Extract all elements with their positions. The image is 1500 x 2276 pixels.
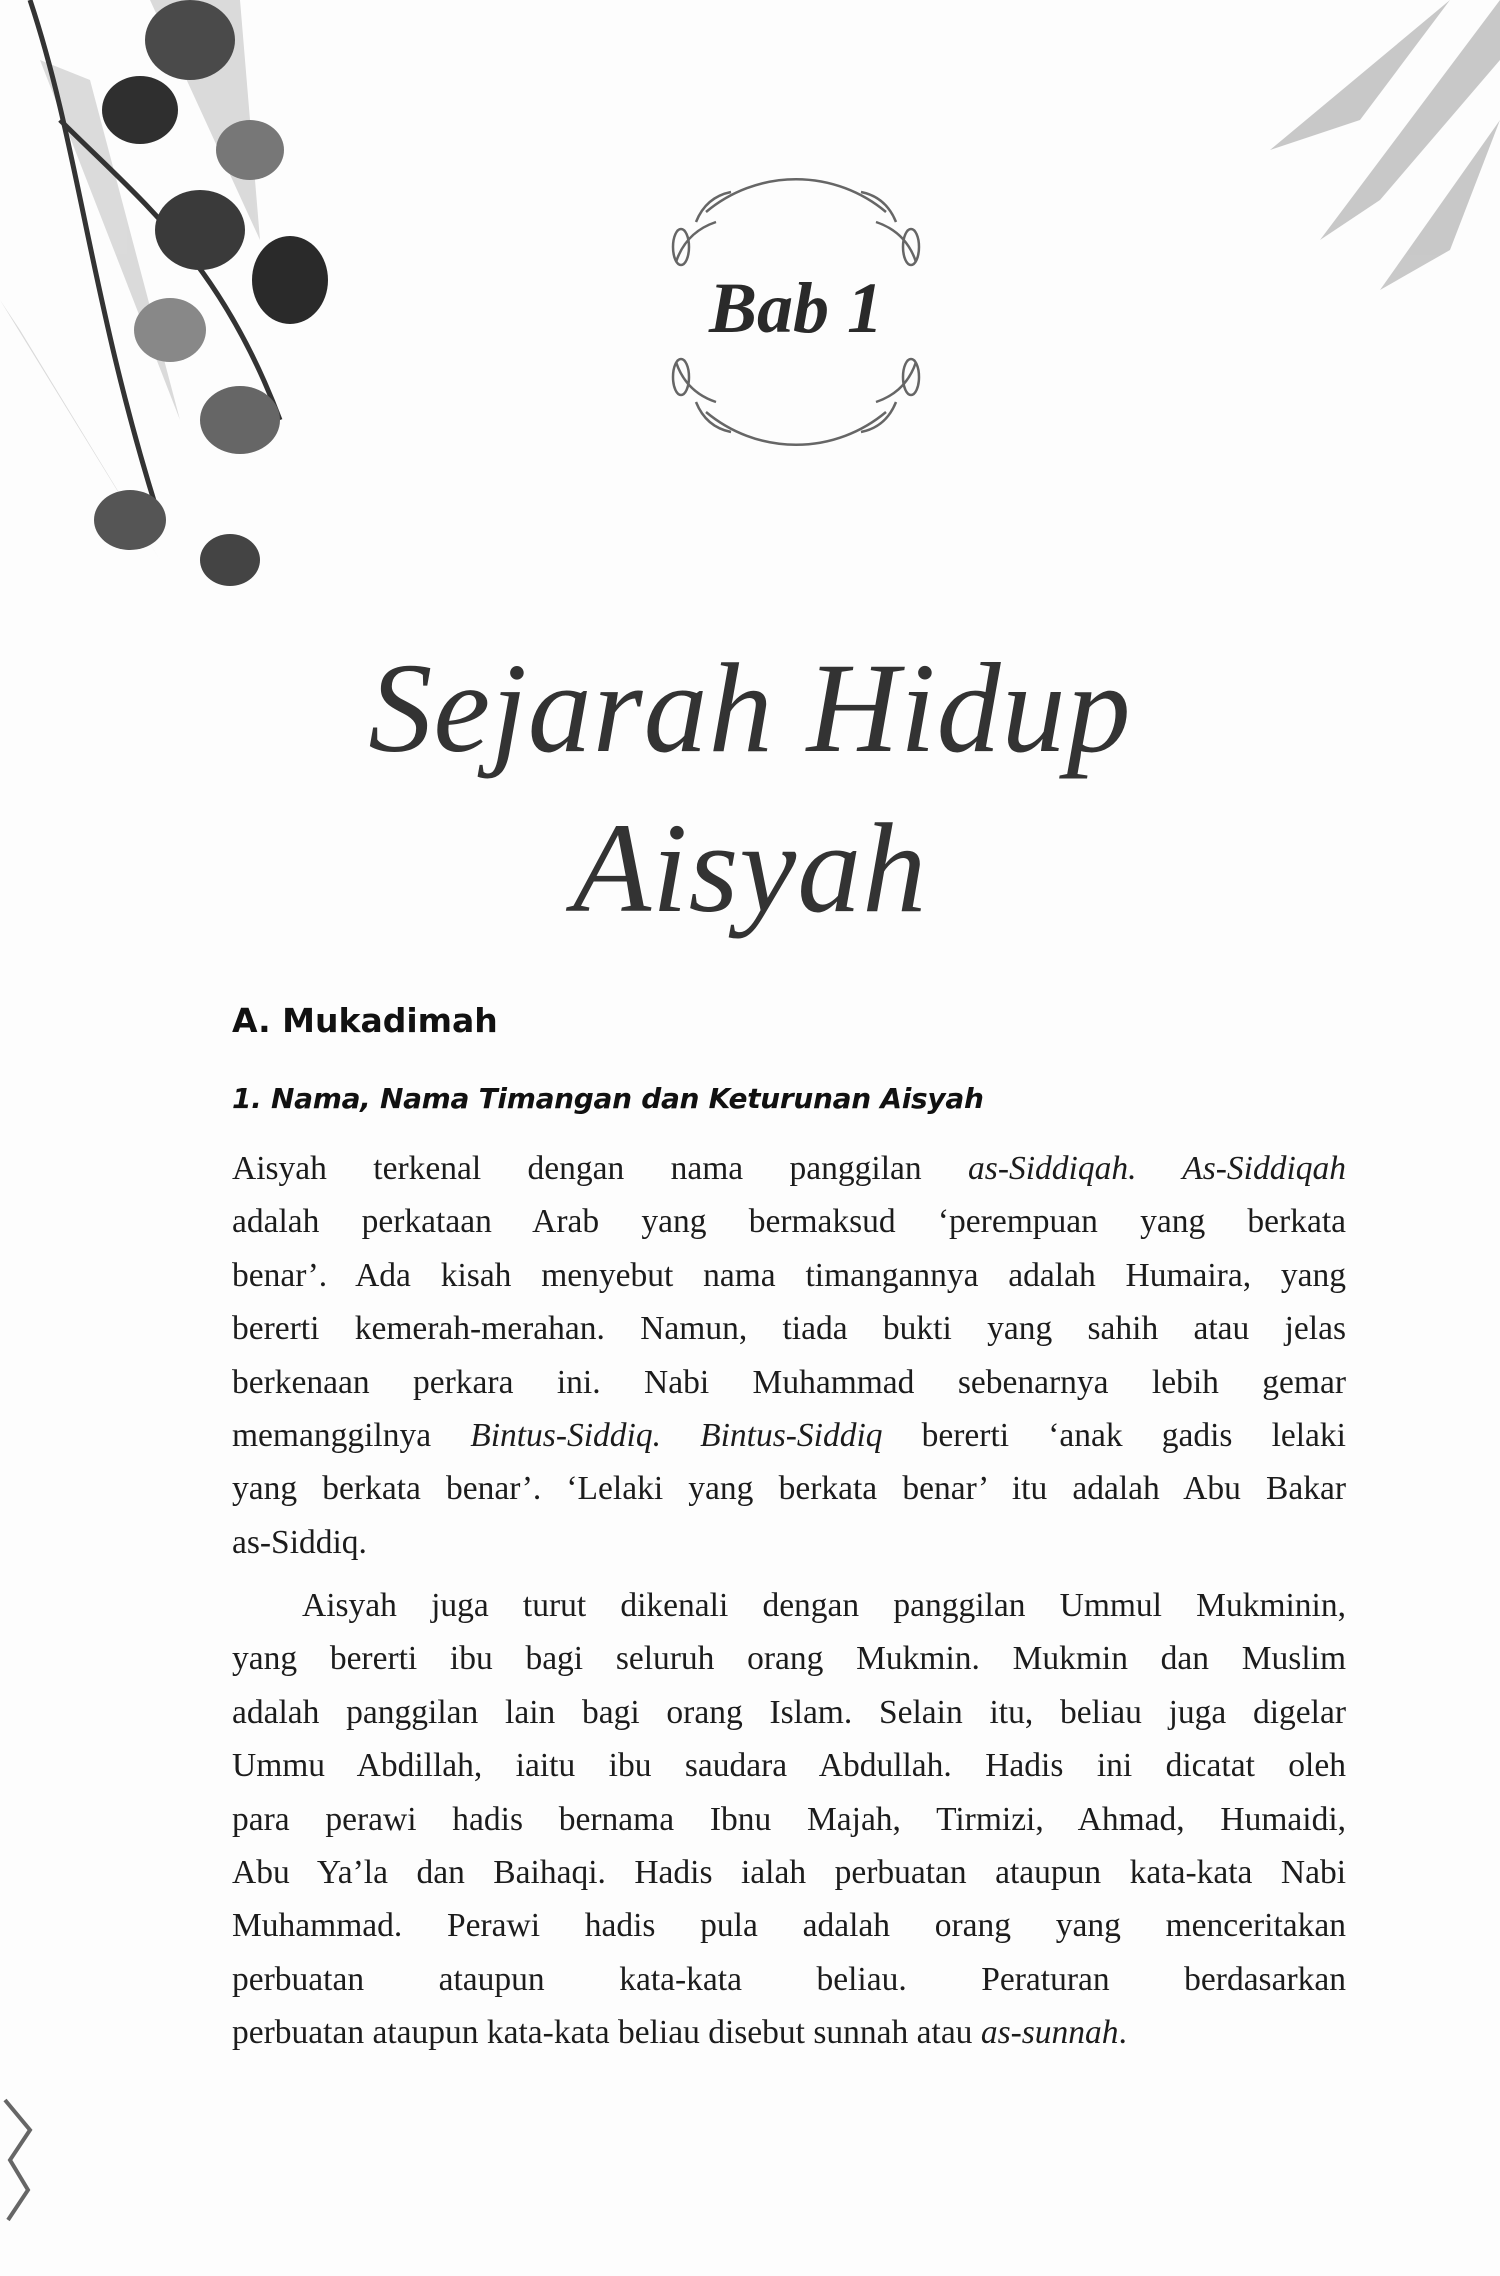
body-paragraph xyxy=(232,1579,1346,2060)
section-heading: A. Mukadimah xyxy=(232,1001,498,1040)
text-segment: adalah panggilan lain bagi orang Islam. Selain itu, beliau juga digelar xyxy=(232,1693,1346,1731)
chapter-title: Sejarah Hidup Aisyah xyxy=(368,637,1132,939)
fern-leaves-decoration xyxy=(1120,0,1500,300)
text-line xyxy=(232,1579,1346,1632)
sub-heading: 1. Nama, Nama Timangan dan Keturunan Aisyah xyxy=(232,1082,984,1115)
text-line xyxy=(232,1249,1346,1302)
text-segment: Aisyah terkenal dengan nama panggilan xyxy=(232,1150,969,1187)
edge-scan-mark xyxy=(0,2090,40,2230)
text-segment: memanggilnya xyxy=(232,1416,471,1454)
text-line xyxy=(232,1195,1346,1248)
text-segment: perbuatan ataupun kata-kata beliau disebut sunnah atau xyxy=(232,2014,981,2052)
text-line xyxy=(232,1516,1346,1569)
text-line xyxy=(232,1142,1346,1195)
text-segment: adalah perkataan Arab yang bermaksud ‘perempuan yang berkata xyxy=(232,1203,1346,1241)
body-paragraph xyxy=(232,1142,1346,1569)
italic-term: as-Siddiqah. As-Siddiqah xyxy=(968,1150,1346,1187)
text-line xyxy=(232,1632,1346,1685)
chapter-label: Bab 1 xyxy=(708,268,884,348)
text-line xyxy=(232,1462,1346,1515)
text-line xyxy=(232,1356,1346,1409)
text-line xyxy=(232,2006,1346,2059)
text-segment: . xyxy=(1118,2014,1127,2052)
text-segment: bererti ‘anak gadis lelaki xyxy=(882,1416,1346,1454)
text-segment: Abu Ya’la dan Baihaqi. Hadis ialah perbuatan ataupun kata-kata Nabi xyxy=(232,1853,1346,1891)
text-line xyxy=(232,1686,1346,1739)
text-line xyxy=(232,1846,1346,1899)
text-line xyxy=(232,1409,1346,1462)
text-segment: Muhammad. Perawi hadis pula adalah orang yang menceritakan xyxy=(232,1907,1346,1945)
text-segment: Ummu Abdillah, iaitu ibu saudara Abdullah. Hadis ini dicatat oleh xyxy=(232,1747,1346,1785)
text-segment: benar’. Ada kisah menyebut nama timangannya adalah Humaira, yang xyxy=(232,1256,1346,1294)
text-segment: bererti kemerah-merahan. Namun, tiada bukti yang sahih atau jelas xyxy=(232,1310,1346,1348)
eucalyptus-leaves-decoration xyxy=(0,0,420,620)
text-segment: yang bererti ibu bagi seluruh orang Mukmin. Mukmin dan Muslim xyxy=(232,1640,1346,1678)
text-segment: perbuatan ataupun kata-kata beliau. Peraturan berdasarkan xyxy=(232,1960,1346,1998)
text-segment: as-Siddiq. xyxy=(232,1523,367,1561)
text-segment: para perawi hadis bernama Ibnu Majah, Tirmizi, Ahmad, Humaidi, xyxy=(232,1800,1346,1838)
text-segment: Aisyah juga turut dikenali dengan panggilan Ummul Mukminin, xyxy=(302,1587,1346,1624)
italic-term: Bintus-Siddiq. Bintus-Siddiq xyxy=(470,1416,883,1454)
text-segment: yang berkata benar’. ‘Lelaki yang berkata benar’ itu adalah Abu Bakar xyxy=(232,1470,1346,1508)
text-line xyxy=(232,1953,1346,2006)
text-segment: berkenaan perkara ini. Nabi Muhammad sebenarnya lebih gemar xyxy=(232,1363,1346,1401)
text-line xyxy=(232,1739,1346,1792)
text-line xyxy=(232,1793,1346,1846)
italic-term: as-sunnah xyxy=(980,2014,1119,2052)
text-line xyxy=(232,1302,1346,1355)
text-line xyxy=(232,1899,1346,1952)
